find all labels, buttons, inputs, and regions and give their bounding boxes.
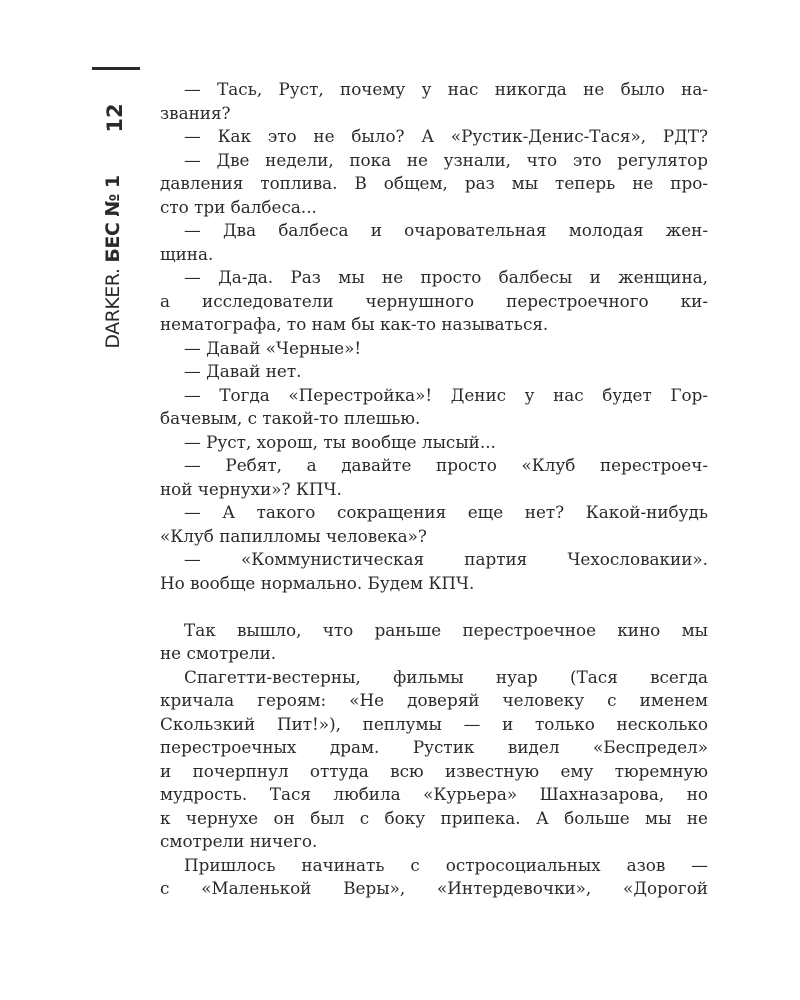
text-line: — Тогда «Перестройка»! Денис у нас будет Гор- <box>184 384 708 405</box>
issue-title: БЕС № 1 <box>102 175 124 263</box>
text-line: сто три балбеса... <box>160 196 317 217</box>
text-line: Скользкий Пит!»), пеплумы — и только несколько <box>160 713 708 734</box>
text-line: с «Маленькой Веры», «Интердевочки», «Дорогой <box>160 878 708 898</box>
text-line: Спагетти-вестерны, фильмы нуар (Тася всегда <box>184 666 708 687</box>
text-line: ной чернухи»? КПЧ. <box>160 478 342 499</box>
text-line: — Ребят, а давайте просто «Клуб перестроеч- <box>184 455 708 475</box>
text-line: — Да-да. Раз мы не просто балбесы и женщина, <box>184 267 708 287</box>
running-head <box>102 175 124 348</box>
text-line: нематографа, то нам бы как-то называться. <box>160 314 549 334</box>
text-line: — Руст, хорош, ты вообще лысый... <box>184 431 496 452</box>
text-line: смотрели ничего. <box>160 831 318 851</box>
text-line: — Два балбеса и очаровательная молодая жен- <box>184 220 708 240</box>
text-line: мудрость. Тася любила «Курьера» Шахназарова, но <box>160 784 708 804</box>
text-line: давления топлива. В общем, раз мы теперь не про- <box>160 173 708 193</box>
text-line: Но вообще нормально. Будем КПЧ. <box>160 572 475 593</box>
text-line: — Две недели, пока не узнали, что это регулятор <box>184 149 708 170</box>
text-line: — Как это не было? А «Рустик-Денис-Тася», РДТ? <box>184 126 708 146</box>
text-line: и почерпнул оттуда всю известную ему тюремную <box>160 760 708 781</box>
journal-title: DARKER. <box>102 268 124 349</box>
page-text <box>160 78 708 901</box>
text-line: — Давай «Черные»! <box>184 337 362 358</box>
text-line: щина. <box>160 243 214 264</box>
text-line: — А такого сокращения еще нет? Какой-нибудь <box>184 502 708 522</box>
text-line: кричала героям: «Не доверяй человеку с именем <box>160 690 708 710</box>
page-number: 12 <box>103 103 127 133</box>
text-line: Так вышло, что раньше перестроечное кино мы <box>184 619 708 640</box>
text-line: перестроечных драм. Рустик видел «Беспредел» <box>160 737 708 757</box>
text-line: а исследователи чернушного перестроечного ки- <box>160 290 708 311</box>
text-line: звания? <box>160 102 231 123</box>
section-break <box>160 595 708 619</box>
text-line: Пришлось начинать с остросоциальных азов — <box>184 854 708 875</box>
text-line: — «Коммунистическая партия Чехословакии». <box>184 549 708 569</box>
narrative-block <box>160 619 708 901</box>
text-line: не смотрели. <box>160 643 277 663</box>
text-line: — Давай нет. <box>184 361 302 381</box>
text-line: бачевым, с такой-то плешью. <box>160 408 421 428</box>
top-rule <box>92 67 140 70</box>
text-line: «Клуб папилломы человека»? <box>160 525 427 546</box>
text-line: — Тась, Руст, почему у нас никогда не было на- <box>184 79 708 99</box>
text-line: к чернухе он был с боку припека. А больше мы не <box>160 807 708 828</box>
dialogue-block <box>160 78 708 595</box>
